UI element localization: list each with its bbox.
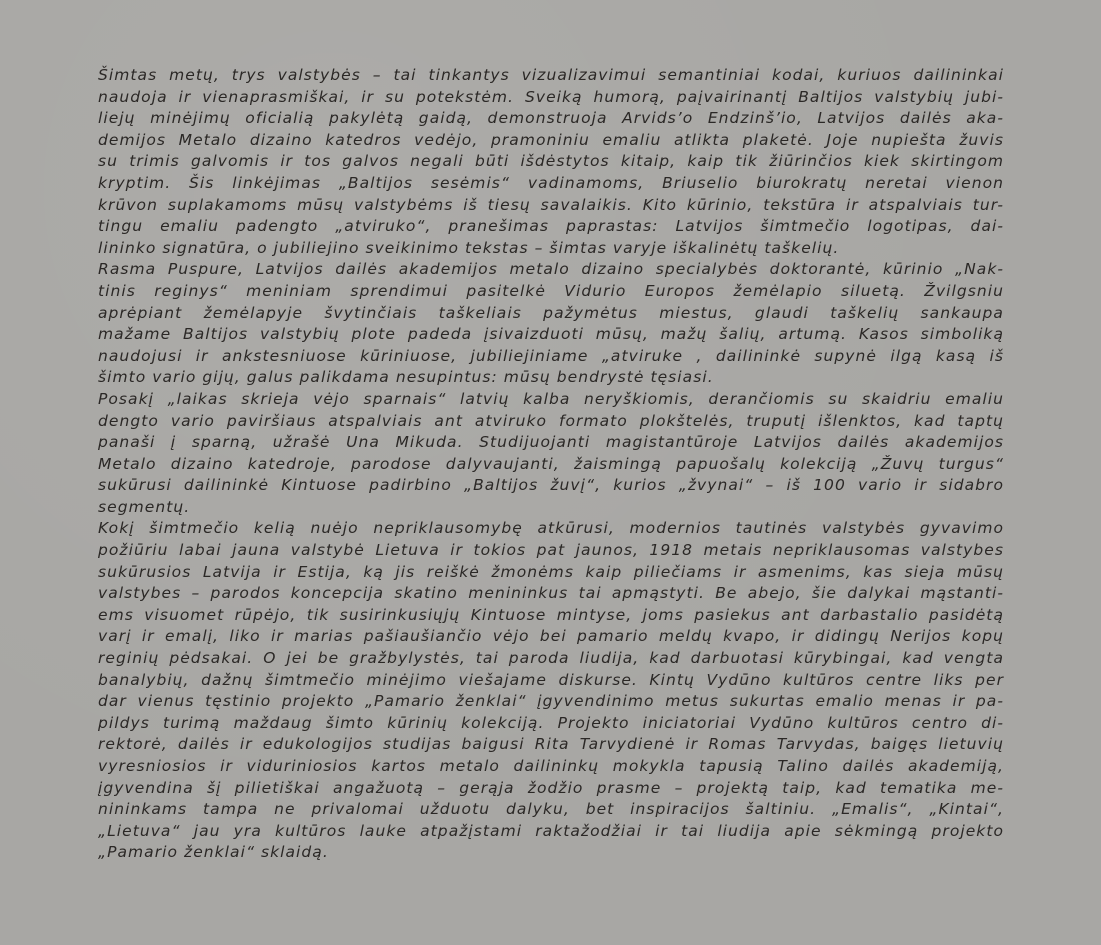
text-line: kryptim. Šis linkėjimas „Baltijos sesėmis“ vadinamoms, Briuselio biurokratų neretai vienon (98, 173, 1004, 192)
text-line: nininkams tampa ne privalomai užduotu dalyku, bet inspiracijos šaltiniu. „Emalis“, „Kintai“, (98, 800, 1004, 819)
text-line: panaši į sparną, užrašė Una Mikuda. Studijuojanti magistantūroje Latvijos dailės akademijos (98, 433, 1004, 452)
text-line: dengto vario paviršiaus atspalviais ant atviruko formato plokštelės, truputį išlenktos, kad taptų (98, 411, 1004, 430)
text-line: liejų minėjimų oficialią pakylėtą gaidą, demonstruoja Arvids’o Endzinš’io, Latvijos dailės aka- (98, 109, 1004, 128)
text-line: tingu emaliu padengto „atviruko“, pranešimas paprastas: Latvijos šimtmečio logotipas, dai- (98, 217, 1004, 236)
text-line: demijos Metalo dizaino katedros vedėjo, pramoniniu emaliu atlikta plaketė. Joje nupiešta žuvis (98, 130, 1004, 149)
text-line: reginių pėdsakai. O jei be gražbylystės, tai paroda liudija, kad darbuotasi kūrybingai, kad vengta (98, 649, 1004, 668)
text-line: Rasma Puspure, Latvijos dailės akademijos metalo dizaino specialybės doktorantė, kūrinio „Nak- (98, 260, 1004, 279)
text-line: tinis reginys“ meniniam sprendimui pasitelkė Vidurio Europos žemėlapio siluetą. Žvilgsniu (98, 281, 1004, 300)
paragraph (98, 65, 1004, 259)
text-line: Kokį šimtmečio kelią nuėjo nepriklausomybę atkūrusi, modernios tautinės valstybės gyvavimo (98, 519, 1004, 538)
text-line: varį ir emalį, liko ir marias pašiaušiančio vėjo bei pamario meldų kvapo, ir didingų Nerijos kopų (98, 627, 1004, 646)
text-line: lininko signatūra, o jubiliejino sveikinimo tekstas – šimtas varyje iškalinėtų taškelių. (98, 238, 840, 257)
text-line: Metalo dizaino katedroje, parodose dalyvaujanti, žaismingą papuošalų kolekciją „Žuvų turgus“ (98, 454, 1004, 473)
text-line: įgyvendina šį pilietiškai angažuotą – gerąja žodžio prasme – projektą taip, kad tematika me- (98, 778, 1004, 797)
paragraph (98, 259, 1004, 389)
text-line: krūvon suplakamoms mūsų valstybėms iš tiesų savalaikis. Kito kūrinio, tekstūra ir atspalviais tur- (98, 195, 1004, 214)
text-line: mažame Baltijos valstybių plote padeda įsivaizduoti mūsų, mažų šalių, artumą. Kasos simboliką (98, 325, 1004, 344)
text-line: Posakį „laikas skrieja vėjo sparnais“ latvių kalba neryškiomis, derančiomis su skaidriu emaliu (98, 389, 1004, 408)
text-line: segmentų. (98, 497, 191, 516)
text-line: sukūrusios Latvija ir Estija, ką jis reiškė žmonėms kaip piliečiams ir asmenims, kas sieja mūsų (98, 562, 1004, 581)
text-line: „Lietuva“ jau yra kultūros lauke atpažįstami raktažodžiai ir tai liudija apie sėkmingą projekto (98, 821, 1004, 840)
text-line: banalybių, dažnų šimtmečio minėjimo viešajame diskurse. Kintų Vydūno kultūros centre liks per (98, 670, 1004, 689)
text-line: su trimis galvomis ir tos galvos negali būti išdėstytos kitaip, kaip tik žiūrinčios kiek skirtingom (98, 152, 1004, 171)
paragraph (98, 518, 1004, 864)
text-line: „Pamario ženklai“ sklaidą. (98, 843, 329, 862)
text-line: rektorė, dailės ir edukologijos studijas baigusi Rita Tarvydienė ir Romas Tarvydas, baigęs lietuvių (98, 735, 1004, 754)
text-line: pildys turimą maždaug šimto kūrinių kolekciją. Projekto iniciatoriai Vydūno kultūros centro di- (98, 713, 1004, 732)
text-line: ems visuomet rūpėjo, tik susirinkusiųjų Kintuose mintyse, joms pasiekus ant darbastalio pasidėtą (98, 605, 1004, 624)
text-line: Šimtas metų, trys valstybės – tai tinkantys vizualizavimui semantiniai kodai, kuriuos dailininkai (98, 66, 1004, 84)
text-line: požiūriu labai jauna valstybė Lietuva ir tokios pat jaunos, 1918 metais nepriklausomas valstybes (98, 541, 1004, 560)
text-line: vyresniosios ir viduriniosios kartos metalo dailininkų mokykla tapusią Talino dailės akademiją, (98, 757, 1004, 775)
text-line: valstybes – parodos koncepcija skatino menininkus tai apmąstyti. Be abejo, šie dalykai mąstanti- (98, 584, 1004, 603)
paragraph (98, 389, 1004, 519)
text-line: aprėpiant žemėlapyje švytinčiais taškeliais pažymėtus miestus, glaudi taškelių sankaupa (98, 303, 1004, 322)
text-line: šimto vario gijų, galus palikdama nesupintus: mūsų bendrystė tęsiasi. (98, 368, 714, 387)
text-line: naudojusi ir ankstesniuose kūriniuose, jubiliejiniame „atviruke , dailininkė supynė ilgą kasą iš (98, 346, 1004, 365)
text-page (98, 65, 1004, 864)
text-line: naudoja ir vienaprasmiškai, ir su potekstėm. Sveiką humorą, paįvairinantį Baltijos valstybių jubi- (98, 87, 1004, 106)
text-line: sukūrusi dailininkė Kintuose padirbino „Baltijos žuvį“, kurios „žvynai“ – iš 100 vario ir sidabro (98, 476, 1004, 495)
text-line: dar vienus tęstinio projekto „Pamario ženklai“ įgyvendinimo metus sukurtas emalio menas ir pa- (98, 692, 1004, 711)
